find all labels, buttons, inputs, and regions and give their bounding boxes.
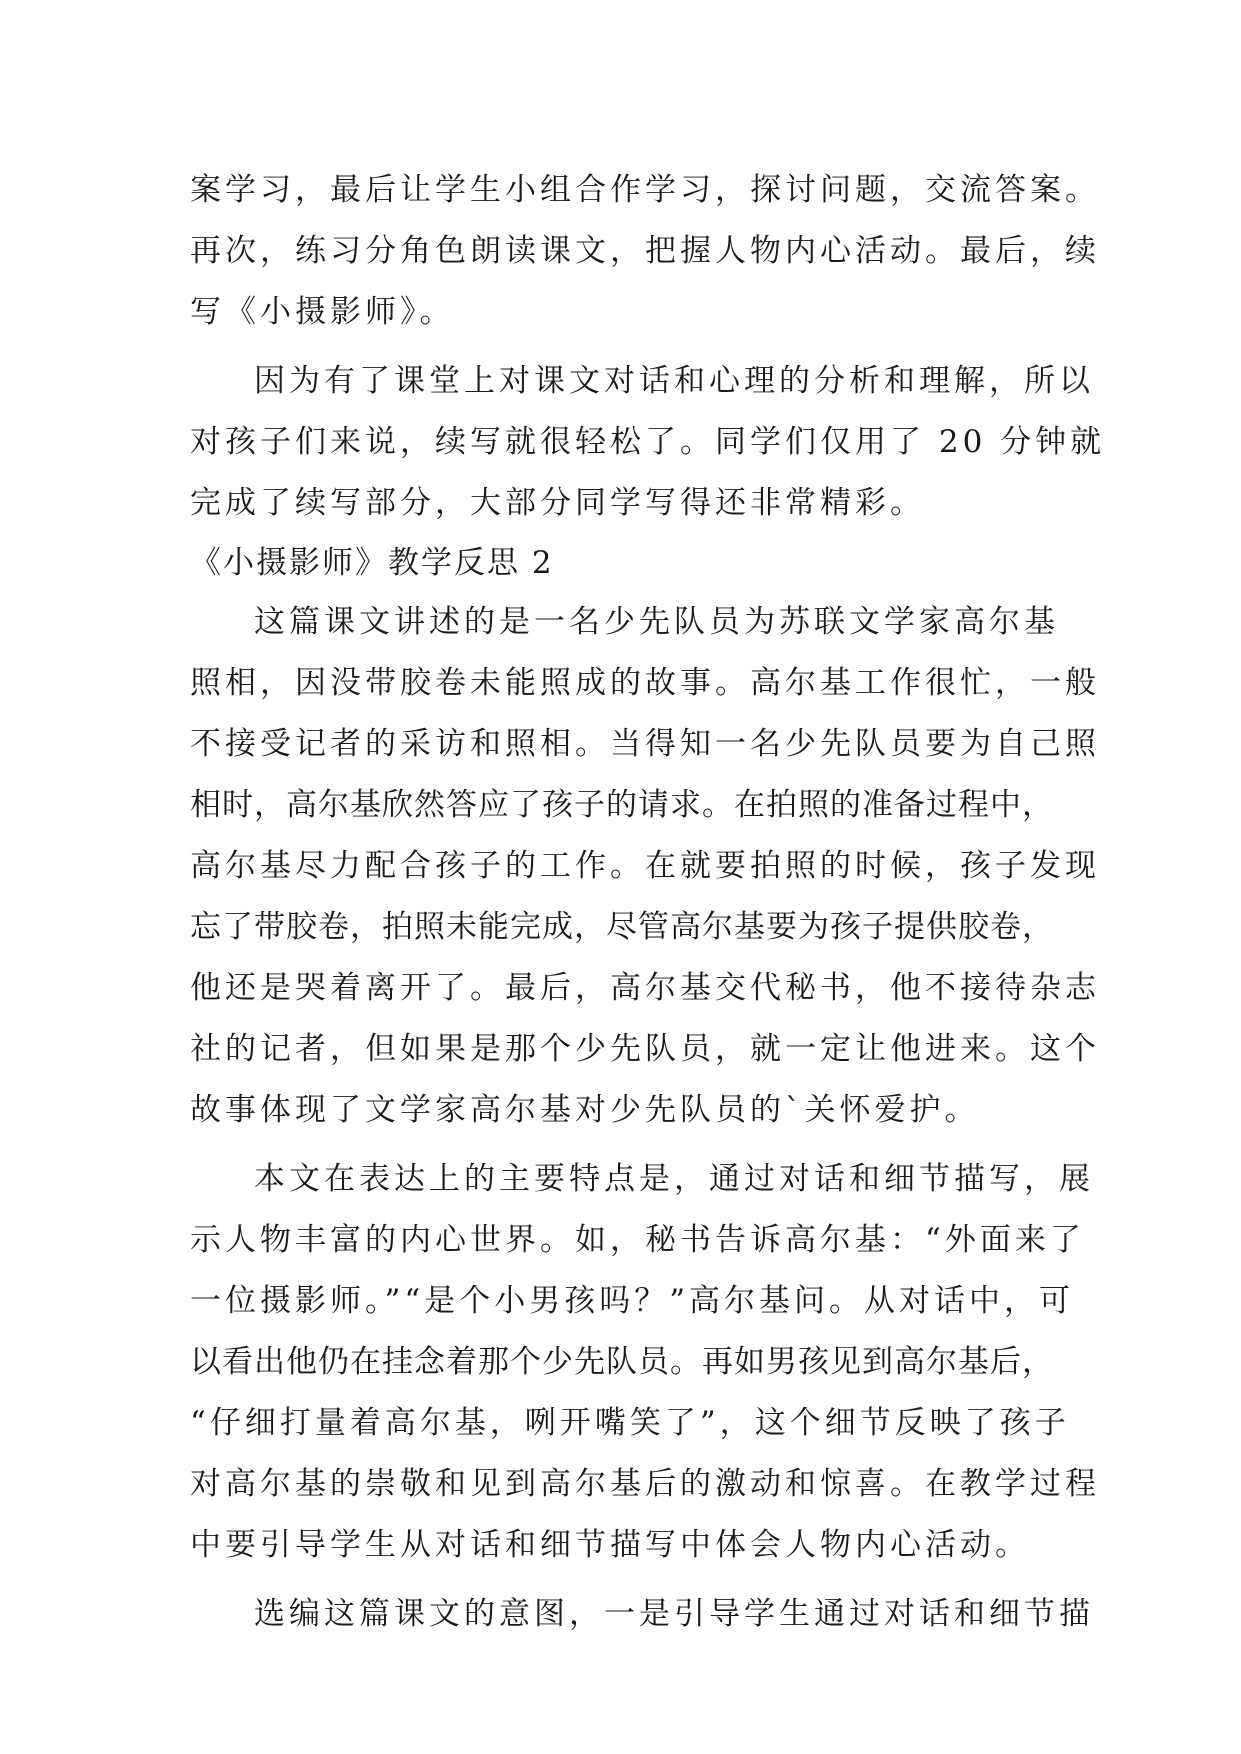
text-line: 照相，因没带胶卷未能照成的故事。高尔基工作很忙，一般: [190, 665, 1100, 701]
text-line: 以看出他仍在挂念着那个少先队员。再如男孩见到高尔基后，: [190, 1344, 1054, 1380]
text-line: 他还是哭着离开了。最后，高尔基交代秘书，他不接待杂志: [190, 970, 1100, 1006]
text-line: 社的记者，但如果是那个少先队员，就一定让他进来。这个: [190, 1031, 1100, 1067]
text-line: 再次，练习分角色朗读课文，把握人物内心活动。最后，续: [190, 233, 1100, 269]
paragraph-first-line: 因为有了课堂上对课文对话和心理的分析和理解，所以: [254, 363, 1094, 399]
text-line: 对高尔基的崇敬和见到高尔基后的激动和惊喜。在教学过程: [190, 1466, 1100, 1502]
text-line: 中要引导学生从对话和细节描写中体会人物内心活动。: [190, 1527, 1030, 1563]
text-line: 相时，高尔基欣然答应了孩子的请求。在拍照的准备过程中，: [190, 787, 1054, 823]
text-line: 完成了续写部分，大部分同学写得还非常精彩。: [190, 485, 925, 521]
text-line: 忘了带胶卷，拍照未能完成，尽管高尔基要为孩子提供胶卷，: [190, 909, 1054, 945]
text-line: 不接受记者的采访和照相。当得知一名少先队员要为自己照: [190, 726, 1100, 762]
text-line: 示人物丰富的内心世界。如，秘书告诉高尔基：“外面来了: [190, 1222, 1085, 1258]
text-line: “仔细打量着高尔基，咧开嘴笑了”，这个细节反映了孩子: [190, 1405, 1070, 1441]
text-line: 案学习，最后让学生小组合作学习，探讨问题，交流答案。: [190, 172, 1100, 208]
section-heading: 《小摄影师》教学反思 2: [190, 545, 554, 581]
text-line: 一位摄影师。”“是个小男孩吗？”高尔基问。从对话中，可: [190, 1283, 1075, 1319]
text-line: 故事体现了文学家高尔基对少先队员的`关怀爱护。: [190, 1092, 980, 1128]
text-line: 写《小摄影师》。: [190, 294, 455, 330]
paragraph-first-line: 选编这篇课文的意图，一是引导学生通过对话和细节描: [254, 1596, 1094, 1632]
document-body: [190, 160, 1106, 1645]
text-line: 对孩子们来说，续写就很轻松了。同学们仅用了 20 分钟就: [190, 424, 1106, 460]
text-line: 高尔基尽力配合孩子的工作。在就要拍照的时候，孩子发现: [190, 848, 1100, 884]
paragraph-first-line: 这篇课文讲述的是一名少先队员为苏联文学家高尔基: [254, 604, 1059, 640]
paragraph-first-line: 本文在表达上的主要特点是，通过对话和细节描写，展: [254, 1161, 1094, 1197]
